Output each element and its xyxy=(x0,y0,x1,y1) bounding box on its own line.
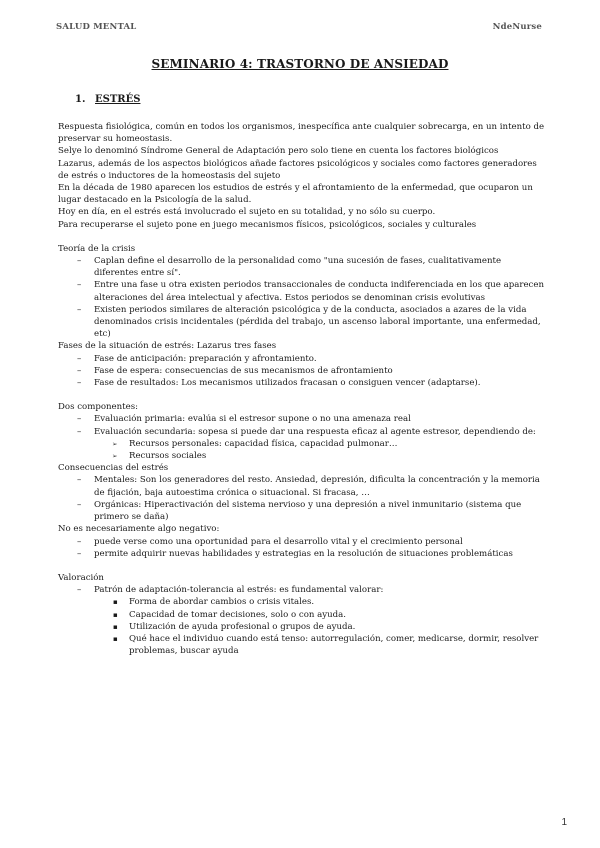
consecuencias-heading: Consecuencias del estrés xyxy=(58,463,169,474)
fases-item: – Fase de anticipación: preparación y afrontamiento. xyxy=(58,353,548,365)
document-body xyxy=(58,121,548,657)
crisis-heading: Teoría de la crisis xyxy=(58,243,136,254)
componentes-item: – Evaluación secundaria: sopesa si puede dar una respuesta eficaz al agente estresor, dependiendo de: xyxy=(58,426,548,438)
valoracion-subitem: ▪ Qué hace el individuo cuando está tenso: autorregulación, comer, medicarse, dormir, resolver problemas, buscar ayuda xyxy=(58,633,548,657)
header-subject: SALUD MENTAL xyxy=(56,22,137,32)
negativo-item: – permite adquirir nuevas habilidades y estrategias en la resolución de situaciones problemáticas xyxy=(58,548,548,560)
valoracion-subitem: ▪ Utilización de ayuda profesional o grupos de ayuda. xyxy=(58,621,548,633)
componentes-item: – Evaluación primaria: evalúa si el estresor supone o no una amenaza real xyxy=(58,413,548,425)
intro-paragraph: Para recuperarse el sujeto pone en juego mecanismos físicos, psicológicos, sociales y culturales xyxy=(58,219,477,230)
intro-paragraph: Hoy en día, en el estrés está involucrado el sujeto en su totalidad, y no sólo su cuerpo. xyxy=(58,207,436,218)
crisis-item: – Caplan define el desarrollo de la personalidad como "una sucesión de fases, cualitativamente diferentes entre sí". xyxy=(58,255,548,279)
section-heading xyxy=(75,94,140,105)
intro-paragraph: Selye lo denominó Síndrome General de Adaptación pero solo tiene en cuenta los factores biológicos xyxy=(58,146,499,157)
fases-item: – Fase de espera: consecuencias de sus mecanismos de afrontamiento xyxy=(58,365,548,377)
valoracion-subitem: ▪ Capacidad de tomar decisiones, solo o con ayuda. xyxy=(58,609,548,621)
page-title: SEMINARIO 4: TRASTORNO DE ANSIEDAD xyxy=(151,57,449,71)
componentes-subitem: ➢ Recursos personales: capacidad física, capacidad pulmonar… xyxy=(58,438,548,450)
intro-paragraph: Respuesta fisiológica, común en todos los organismos, inespecífica ante cualquier sobrecarga, en un intento de preservar su homeostasis. xyxy=(58,122,545,145)
section-label: ESTRÉS xyxy=(95,94,141,105)
componentes-subitem: ➢ Recursos sociales xyxy=(58,450,548,462)
consecuencias-item: – Mentales: Son los generadores del resto. Ansiedad, depresión, dificulta la concentración y la memoria de fijación, baja autoestima crónica o situacional. Si fracasa, … xyxy=(58,474,548,498)
intro-paragraph: Lazarus, además de los aspectos biológicos añade factores psicológicos y sociales como factores generadores de estrés o inductores de la homeostasis del sujeto xyxy=(58,158,537,181)
valoracion-item: – Patrón de adaptación-tolerancia al estrés: es fundamental valorar: xyxy=(58,584,548,596)
fases-heading: Fases de la situación de estrés: Lazarus tres fases xyxy=(58,341,277,352)
negativo-heading: No es necesariamente algo negativo: xyxy=(58,524,220,535)
crisis-item: – Entre una fase u otra existen periodos transaccionales de conducta indiferenciada en los que aparecen alteraciones del área intelectual y afectiva. Estos periodos se denominan crisis evolutivas xyxy=(58,279,548,303)
intro-paragraph: En la década de 1980 aparecen los estudios de estrés y el afrontamiento de la enfermedad, que ocuparon un lugar destacado en la Psicología de la salud. xyxy=(58,183,533,206)
consecuencias-item: – Orgánicas: Hiperactivación del sistema nervioso y una depresión a nivel inmunitario (sistema que primero se daña) xyxy=(58,499,548,523)
valoracion-subitem: ▪ Forma de abordar cambios o crisis vitales. xyxy=(58,596,548,608)
header-author: NdeNurse xyxy=(492,22,542,32)
negativo-item: – puede verse como una oportunidad para el desarrollo vital y el crecimiento personal xyxy=(58,536,548,548)
page-number: 1 xyxy=(561,817,567,828)
valoracion-heading: Valoración xyxy=(58,572,104,583)
section-number: 1. xyxy=(75,94,86,105)
fases-item: – Fase de resultados: Los mecanismos utilizados fracasan o consiguen vencer (adaptarse). xyxy=(58,377,548,389)
componentes-heading: Dos componentes: xyxy=(58,402,139,413)
crisis-item: – Existen periodos similares de alteración psicológica y de la conducta, asociados a azares de la vida denominados crisis incidentales (pérdida del trabajo, un ascenso laboral importante, una enfermedad, etc) xyxy=(58,304,548,341)
